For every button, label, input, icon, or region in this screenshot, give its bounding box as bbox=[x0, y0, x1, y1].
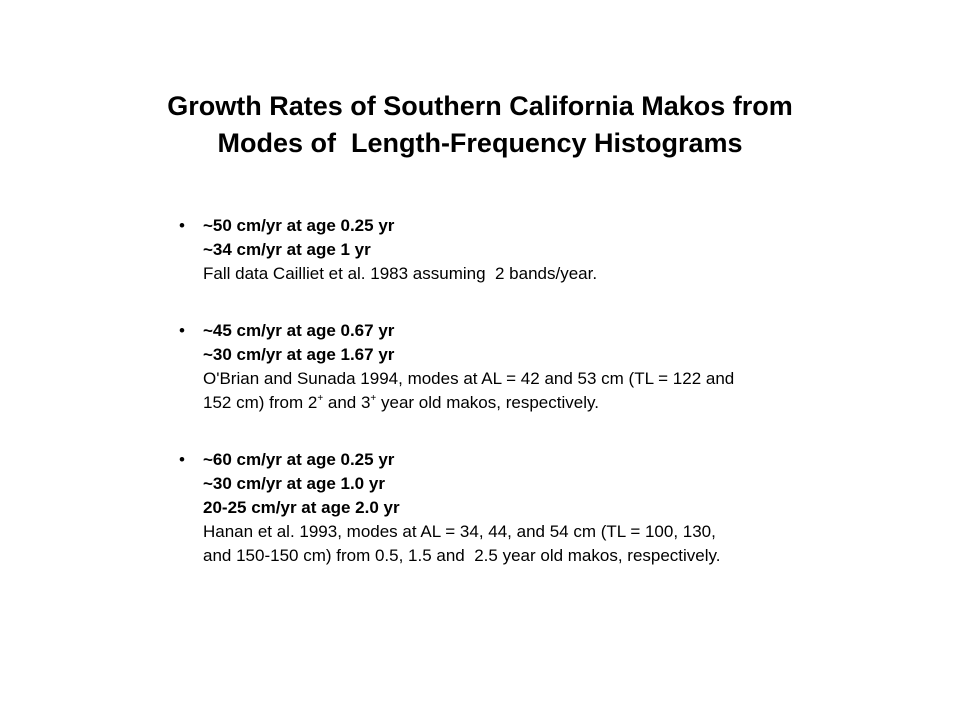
bullet-item-2 bbox=[175, 319, 895, 415]
source-note-line bbox=[203, 391, 895, 415]
source-note-line: Hanan et al. 1993, modes at AL = 34, 44, and 54 cm (TL = 100, 130, bbox=[203, 522, 716, 541]
bullet-marker: • bbox=[179, 450, 185, 469]
slide-title bbox=[60, 88, 900, 162]
superscript-plus: + bbox=[317, 393, 324, 404]
bullet-list bbox=[175, 214, 895, 601]
source-note-text: year old makos, respectively. bbox=[376, 393, 599, 412]
growth-rate-line: ~50 cm/yr at age 0.25 yr bbox=[203, 216, 395, 235]
title-line-1: Growth Rates of Southern California Makos from bbox=[167, 91, 793, 121]
source-note-line: and 150-150 cm) from 0.5, 1.5 and 2.5 year old makos, respectively. bbox=[203, 546, 721, 565]
bullet-item-3 bbox=[175, 448, 895, 568]
growth-rate-line: ~30 cm/yr at age 1.67 yr bbox=[203, 345, 395, 364]
growth-rate-line: 20-25 cm/yr at age 2.0 yr bbox=[203, 498, 400, 517]
growth-rate-line: ~30 cm/yr at age 1.0 yr bbox=[203, 474, 385, 493]
title-line-2: Modes of Length-Frequency Histograms bbox=[217, 128, 743, 158]
source-note-text: and 3 bbox=[323, 393, 371, 412]
source-note-line: Fall data Cailliet et al. 1983 assuming 2 bands/year. bbox=[203, 264, 598, 283]
source-note-line: O'Brian and Sunada 1994, modes at AL = 42 and 53 cm (TL = 122 and bbox=[203, 369, 735, 388]
superscript-plus: + bbox=[370, 393, 377, 404]
bullet-marker: • bbox=[179, 321, 185, 340]
growth-rate-line: ~45 cm/yr at age 0.67 yr bbox=[203, 321, 395, 340]
bullet-marker: • bbox=[179, 216, 185, 235]
growth-rate-line: ~60 cm/yr at age 0.25 yr bbox=[203, 450, 395, 469]
source-note-text: 152 cm) from 2 bbox=[203, 393, 318, 412]
bullet-item-1 bbox=[175, 214, 895, 286]
growth-rate-line: ~34 cm/yr at age 1 yr bbox=[203, 240, 371, 259]
